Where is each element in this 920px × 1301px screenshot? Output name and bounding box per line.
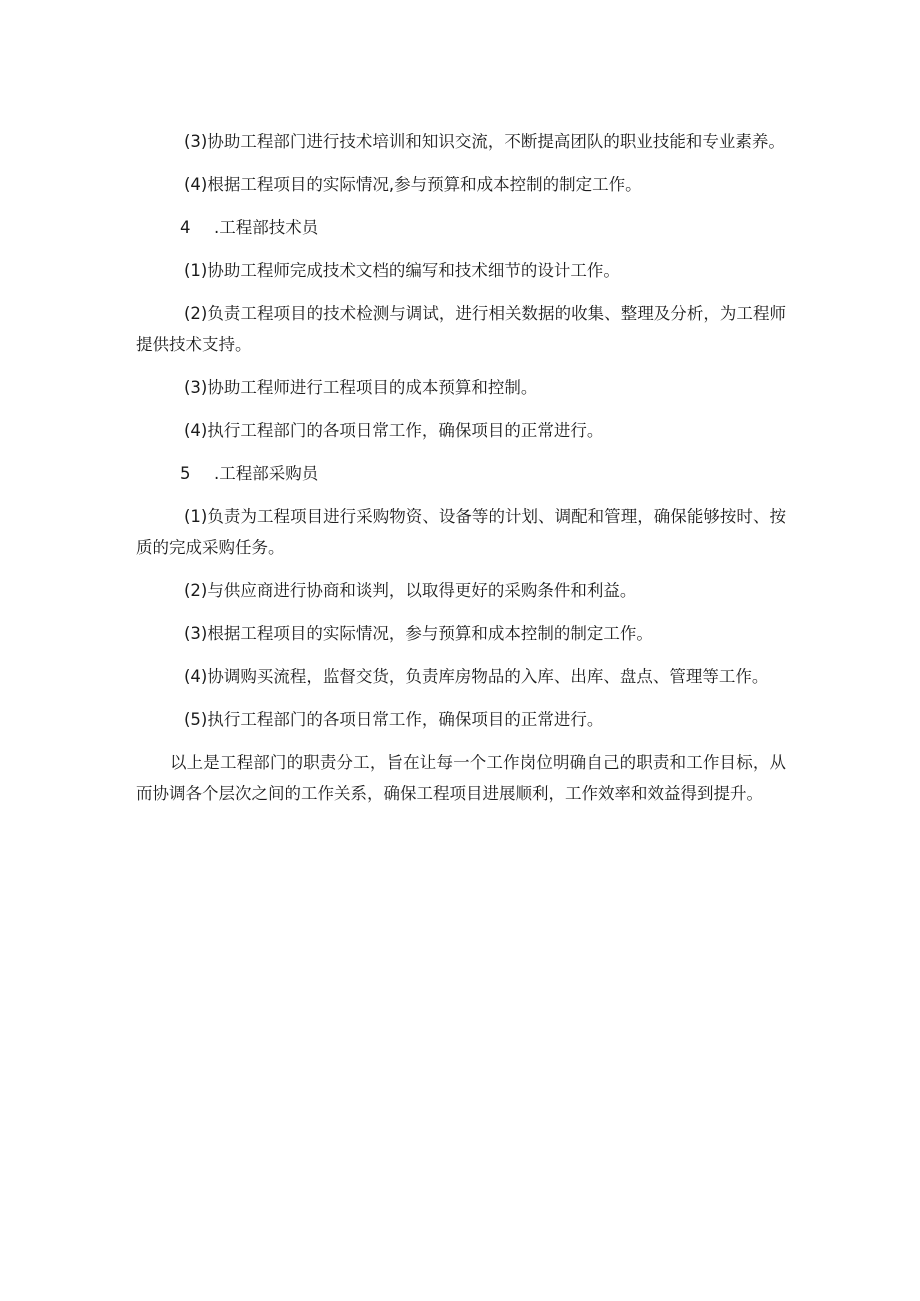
document-body	[136, 126, 786, 809]
section-title: .工程部技术员	[214, 218, 319, 237]
closing-paragraph: 以上是工程部门的职责分工，旨在让每一个工作岗位明确自己的职责和工作目标，从而协调各个层次之间的工作关系，确保工程项目进展顺利，工作效率和效益得到提升。	[136, 753, 786, 803]
paragraph-technician-item-2: (2)负责工程项目的技术检测与调试，进行相关数据的收集、整理及分析，为工程师提供技术支持。	[136, 304, 786, 354]
section-heading-purchaser	[136, 458, 786, 489]
paragraph-engineer-item-4: (4)根据工程项目的实际情况,参与预算和成本控制的制定工作。	[184, 175, 642, 194]
paragraph-technician-item-1: (1)协助工程师完成技术文档的编写和技术细节的设计工作。	[184, 261, 620, 280]
paragraph-purchaser-item-4: (4)协调购买流程，监督交货，负责库房物品的入库、出库、盘点、管理等工作。	[184, 667, 769, 686]
section-title: .工程部采购员	[214, 464, 319, 483]
section-heading-technician	[136, 212, 786, 243]
paragraph-purchaser-item-5: (5)执行工程部门的各项日常工作，确保项目的正常进行。	[184, 710, 604, 729]
paragraph-technician-item-3: (3)协助工程师进行工程项目的成本预算和控制。	[184, 378, 538, 397]
section-number: 4	[180, 218, 191, 237]
paragraph-engineer-item-3: (3)协助工程部门进行技术培训和知识交流，不断提高团队的职业技能和专业素养。	[184, 132, 785, 151]
section-number: 5	[180, 464, 191, 483]
paragraph-purchaser-item-2: (2)与供应商进行协商和谈判，以取得更好的采购条件和利益。	[184, 581, 637, 600]
paragraph-technician-item-4: (4)执行工程部门的各项日常工作，确保项目的正常进行。	[184, 421, 604, 440]
paragraph-purchaser-item-1: (1)负责为工程项目进行采购物资、设备等的计划、调配和管理，确保能够按时、按质的完成采购任务。	[136, 507, 786, 557]
paragraph-purchaser-item-3: (3)根据工程项目的实际情况，参与预算和成本控制的制定工作。	[184, 624, 653, 643]
